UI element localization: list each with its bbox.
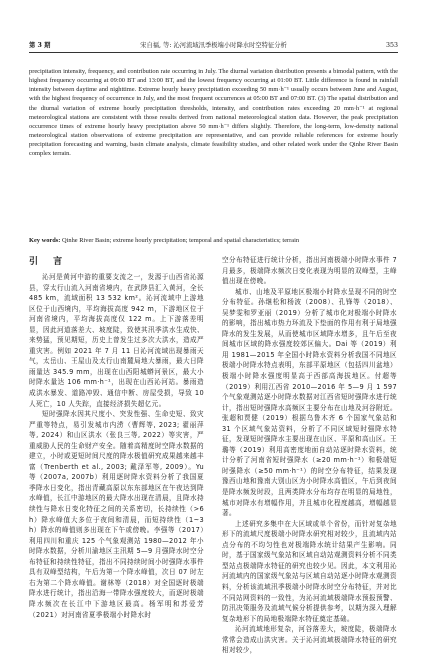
left-column <box>29 252 204 620</box>
right-column <box>222 255 397 656</box>
paragraph: 沁河流域地形复杂，河谷落差大，坡度陡，极端降水常常会造成山洪灾害。关于沁河流域极端降水特征的研究相对较少， <box>222 625 397 655</box>
paragraph: 城市、山地及平原地区极端小时降水呈现不同的时空分布特征。孙继松和杨波（2008）、孔锋等（2018）、吴梦雯和罗亚丽（2019）分析了城市化对极端小时降水的影响，指出城市热力环流及下垫面的作用有利于局地强降水的发生发展，从而使城市区域降水增多，且午后至夜间城市区域的降水强度较郊区偏大。Dai 等（2019）利用 1981—2015 年全国小时降水资料分析我国不同地区极端小时降水特点表明，东部平原地区（包括四川盆地）极端小时降水强度明显高于西部高海拔地区。付超等（2019）利用江西省 2010—2016 年 5—9 月 1 597 个气象观测站逐小时降水数据对江西省短时强降水进行统计，指出短时强降水高频区主要分布在山地及河谷附近。张超和贾健（2019）根据乌鲁木齐 6 个国家气象站和 31 个区域气象站资料，分析了不同区域短时强降水特征，发现短时强降水主要出现在山区、平原和高山区。王璐等（2019）利用高密度地面自动站逐时降水资料，统计分析了河南省短时强降水（≥20 mm·h⁻¹）和极端短时强降水（≥50 mm·h⁻¹）的时空分布特征，结果发现豫西山地和豫南大别山区为小时降水高值区，午后到夜间是降水频发时段，且两类降水分布均存在明显的局地性，城市对降水有增幅作用，并且城市化程度越高，增幅越显著。 <box>222 287 397 518</box>
english-keywords <box>29 236 398 245</box>
section-heading-introduction: 引 言 <box>29 257 69 267</box>
running-title: 宋自福, 等: 沁河流域汛季极端小时降水时空特征分析 <box>140 42 287 49</box>
issue-number: 第 3 期 <box>29 42 51 49</box>
paragraph: 短时强降水因其尺度小、突发性强、生命史短、致灾严重等特点，易引发城市内涝（曹辉等, 2023; 翟丽萍等, 2024）和山区洪水（张良三等, 2022）等灾害，严重威胁人民的生命财产安全。随着高精度时空降水数据的建立，小时或更短时间尺度的降水极值研究成果越来越丰富（Trenberth et al., 2003; 戴泽军等, 2009）。Yu 等（2007a, 2007b）利用逐时降水资料分析了我国夏季降水日变化，指出青藏高原以东东部地区在午夜达到降水峰值，长江中游地区的最大降水出现在清晨，且降水持续性与降水日变化特征之间的关系密切，长持续性（>6 h）降水峰值大多位于夜间和清晨，而短持续性（1~3 h）降水的峰值则多出现在下午或傍晚。李强等（2017）利用四川和重庆 125 个气象观测站 1980—2012 年小时降水数据，分析川渝地区主汛期 5—9 月强降水时空分布特征和持续性特征，指出不同持续时间小时强降水事件具有双峰型结构，午后为第一个降水峰值，次日 07 时左右为第二个降水峰值。谢林等（2018）对全国逐时极端降水进行统计，指出沿海一带降水强度较大，而逐时极端降水频次在长江中下游地区最高。杨军明和苏爱芳（2021）对河南省夏季极端小时降水时 <box>29 410 204 619</box>
page-number: 353 <box>385 42 398 49</box>
running-head <box>29 40 398 53</box>
english-abstract: precipitation intensity, frequency, and contribution rate occurring in July. The diurnal variation distribution presents a bimodal pattern, with the highest frequency occurring at 09:00 BT and 13:00 BT, and the lowest frequency occurring at 01:00 BT. Little difference is found in rainfall intensity between daytime and nighttime. Extreme hourly heavy precipitation exceeding 50 mm·h⁻¹ usually occurs between June and August, with the highest frequency of occurrence in July, and the most frequent occurrences at 05:00 BT and 07:00 BT. (3) The spatial distribution and the diurnal variation of extreme hourly precipitation thresholds, intensity, and contribution rates exceeding 20 mm·h⁻¹ at regional meteorological stations are consistent with those results derived from national meteorological station data. However, the peak precipitation occurrence times of extreme hourly heavy precipitation above 50 mm·h⁻¹ differs slightly. Therefore, the long-term, low-density national meteorological station observations of extreme precipitation are representative, and can provide reliable references for extreme hourly precipitation forecasting and warning, basin climate analysis, climate feasibility studies, and other related work under the Qinhe River Basin complex terrain. <box>29 68 398 158</box>
paragraph: 空分布特征进行统计分析，指出河南极端小时降水事件 7 月最多，极端降水频次日变化表现为明显的双峰型，主峰值出现在傍晚。 <box>222 256 397 286</box>
paragraph: 沁河是黄河中游的重要支流之一，发源于山西省沁源县，穿太行山流入河南省境内，在武陟县汇入黄河，全长 485 km，流域面积 13 532 km²。沁河流域中上游地区位于山西境内，平均海拔高度 942 m，下游地区位于河南省境内，平均海拔高度仅 122 m。上下游落差明显，因此河道落差大、坡度陡，致使其汛季洪水生成快、来势猛，预见期短，历史上曾发生过多次大洪水，造成严重灾害。例如 2021 年 7 月 11 日沁河流域出现暴雨天气，太岳山、王屋山及太行山南麓局地大暴雨，最大日降雨量达 345.9 mm，出现在山西阳城蟒河景区，最大小时降水量达 106 mm·h⁻¹，出现在山西沁河站。暴雨造成洪水暴发、道路冲毁、通信中断、房屋受损，导致 10 人死亡，10 人失踪，直接经济损失超亿元。 <box>29 273 204 408</box>
paragraph: 上述研究多集中在大区域或单个省份，而针对复杂地形下的流域尺度极端小时降水研究相对较少，且流域内站点分布的不均匀性也对极端降水统计结果产生影响。同时，基于国家级气象站和区域自动站观测资料分析不同类型站点极端降水特征的研究也较少见。因此，本文利用沁河流域内的国家级气象站与区域自动站逐小时降水观测资料，分析该流域汛季极端小时降水时空分布特征，并对比不同站网资料的一致性，为沁河流域极端降水预报预警、防汛决策服务及流域气候分析提供参考，以期为深入理解复杂地形下的局地极端降水特征奠定基础。 <box>222 519 397 623</box>
keywords-text: Qinhe River Basin; extreme hourly precipitation; temporal and spatial characteristics; terrain <box>60 237 300 244</box>
keywords-label: Key words: <box>29 237 61 244</box>
